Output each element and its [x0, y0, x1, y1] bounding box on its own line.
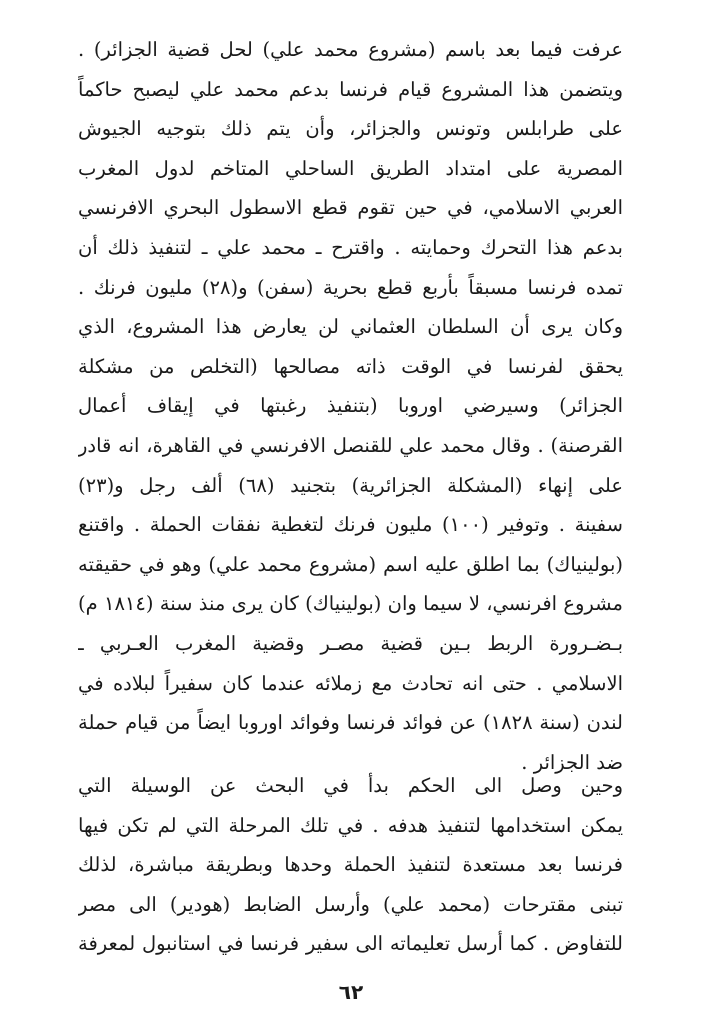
text-line: ضد الجزائر . [521, 750, 623, 774]
paragraph-1 [78, 30, 623, 782]
text-line: العربي الاسلامي، في حين تقوم قطع الاسطول البحري الافرنسي [78, 196, 623, 220]
text-line: ويتضمن هذا المشروع قيام فرنسا بدعم محمد علي ليصبح حاكماً [78, 77, 623, 101]
text-line: (بولينياك) بما اطلق عليه اسم (مشروع محمد علي) وهو في حقيقته [78, 552, 623, 576]
page-number: ٦٢ [338, 980, 364, 1004]
text-line: عرفت فيما بعد باسم (مشروع محمد علي) لحل قضية الجزائر) . [78, 38, 623, 61]
text-line: تبنى مقترحات (محمد علي) وأرسل الضابط (هودير) الى مصر [78, 892, 623, 916]
text-line: لندن (سنة ١٨٢٨) عن فوائد فرنسا وفوائد اوروبا ايضاً من قيام حملة [78, 711, 623, 735]
text-line: القرصنة) . وقال محمد علي للقنصل الافرنسي في القاهرة، انه قادر [78, 433, 623, 457]
text-line: تمده فرنسا مسبقاً بأربع قطع بحرية (سفن) و(٢٨) مليون فرنك . [78, 275, 623, 299]
text-line: الجزائر) وسيرضي اوروبا (بتنفيذ رغبتها في إيقاف أعمال [78, 394, 623, 418]
text-line: مشروع افرنسي، لا سيما وان (بولينياك) كان يرى منذ سنة (١٨١٤ م) [78, 592, 623, 616]
text-line: الاسلامي . حتى انه تحادث مع زملائه عندما كان سفيراً لبلاده في [78, 671, 623, 695]
text-line: وحين وصل الى الحكم بدأ في البحث عن الوسيلة التي [78, 774, 623, 797]
text-line: بـضـرورة الربط بـين قضية مصـر وقضية المغرب العـربي ـ [78, 631, 623, 655]
text-line: المصرية على امتداد الطريق الساحلي المتاخم لدول المغرب [78, 156, 623, 180]
text-line: يحقق لفرنسا في الوقت ذاته مصالحها (التخلص من مشكلة [78, 354, 623, 378]
text-line: يمكن استخدامها لتنفيذ هدفه . في تلك المرحلة التي لم تكن فيها [78, 813, 623, 837]
text-line: بدعم هذا التحرك وحمايته . واقترح ـ محمد علي ـ لتنفيذ ذلك أن [78, 235, 623, 259]
paragraph-2 [78, 766, 623, 964]
text-line: سفينة . وتوفير (١٠٠) مليون فرنك لتغطية نفقات الحملة . واقتنع [78, 513, 623, 537]
text-line: فرنسا بعد مستعدة لتنفيذ الحملة وحدها وبطريقة مباشرة، لذلك [78, 853, 623, 877]
text-line: على طرابلس وتونس والجزائر، وأن يتم ذلك بتوجيه الجيوش [78, 117, 623, 141]
text-line: على إنهاء (المشكلة الجزائرية) بتجنيد (٦٨) ألف رجل و(٢٣) [78, 473, 623, 497]
text-line: للتفاوض . كما أرسل تعليماته الى سفير فرنسا في استانبول لمعرفة [78, 932, 623, 956]
text-line: وكان يرى أن السلطان العثماني لن يعارض هذا المشروع، الذي [78, 315, 623, 339]
